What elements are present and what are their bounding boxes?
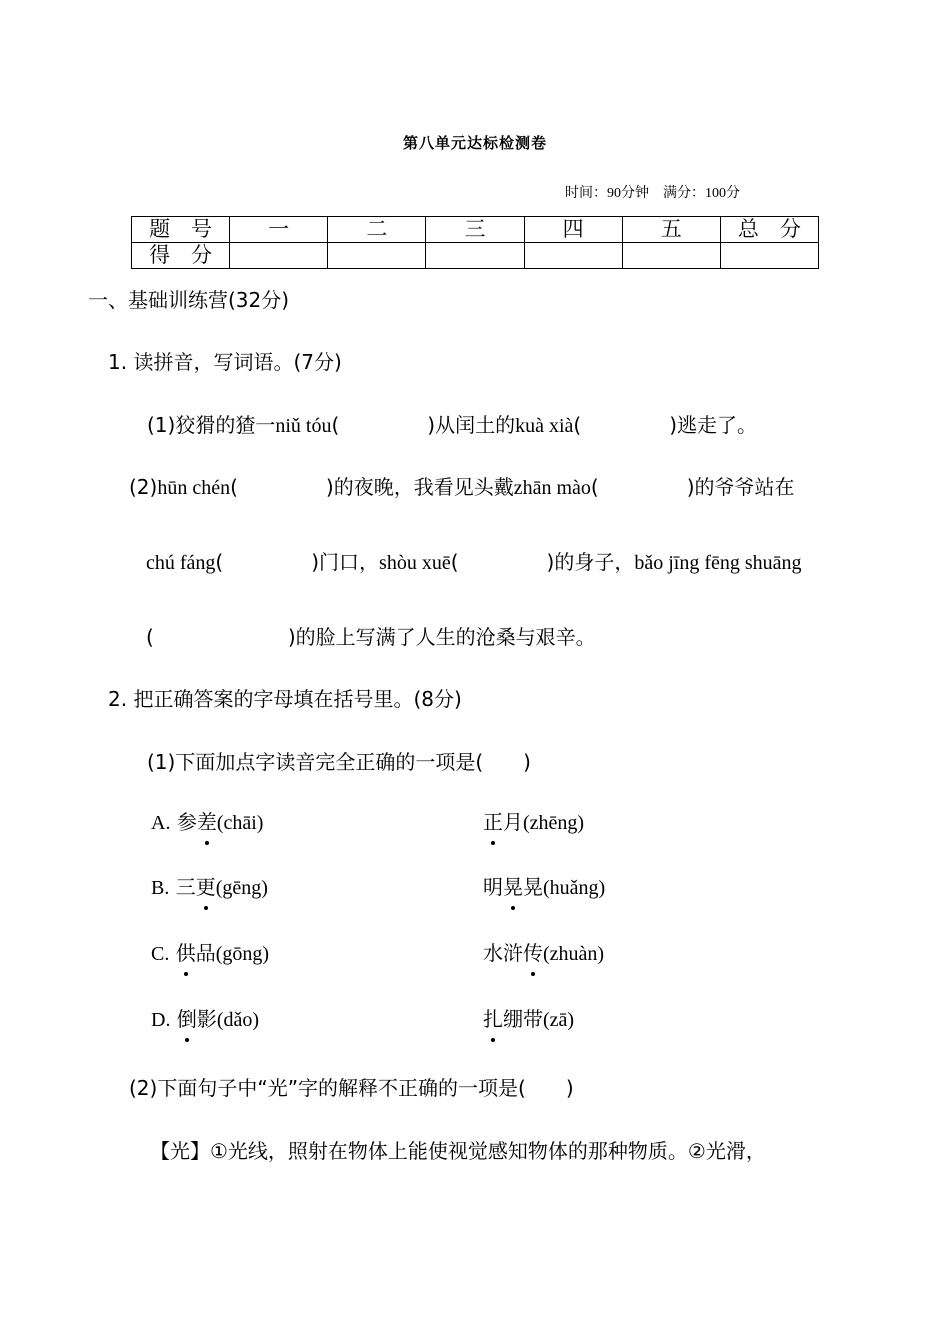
- score-table-header-cell: 题 号: [132, 217, 230, 243]
- answer-bracket-open: (: [331, 413, 340, 437]
- pinyin: shòu xuē: [379, 552, 451, 574]
- q1-line-3: [146, 546, 802, 575]
- pinyin: (chāi): [216, 812, 264, 834]
- pinyin: (huǎng): [543, 877, 606, 899]
- word: 明: [483, 875, 503, 899]
- text: )的夜晚，我看见头戴: [325, 475, 514, 499]
- text: )门口，: [311, 550, 380, 574]
- pinyin: kuà xià: [515, 415, 574, 437]
- option-letter: B.: [151, 877, 170, 899]
- score-table-header-cell: 四: [524, 217, 622, 243]
- text: )逃走了。: [669, 413, 758, 437]
- word: 三: [175, 875, 196, 899]
- word: 绷带: [503, 1007, 543, 1031]
- text: )从闰土的: [427, 413, 516, 437]
- text: (2): [129, 475, 158, 499]
- pinyin: zhān mào: [513, 477, 591, 499]
- score-table-header-cell: 一: [230, 217, 328, 243]
- dotted-char: 供: [176, 937, 196, 966]
- option-d-left[interactable]: [151, 1003, 259, 1032]
- answer-bracket-open: (: [230, 475, 238, 499]
- answer-bracket-open: (: [573, 413, 582, 437]
- pinyin: (gēng): [215, 877, 268, 899]
- pinyin: (zā): [543, 1009, 575, 1031]
- score-cell[interactable]: [524, 243, 622, 269]
- text: )的身子，: [546, 550, 635, 574]
- question-1-title: 1. 读拼音，写词语。(7分): [108, 350, 342, 374]
- score-table-header-cell: 总 分: [720, 217, 818, 243]
- section-heading: 一、基础训练营(32分): [88, 288, 290, 312]
- pinyin: hūn chén: [157, 477, 231, 499]
- answer-bracket-open: (: [450, 550, 459, 574]
- question-2-sub-1: (1)下面加点字读音完全正确的一项是( ): [147, 750, 531, 774]
- score-row-label: 得 分: [132, 243, 230, 269]
- score-cell[interactable]: [720, 243, 818, 269]
- score-table-header-cell: 二: [328, 217, 426, 243]
- pinyin: bǎo jīng fēng shuāng: [634, 552, 802, 574]
- exam-meta: 时间：90分钟 满分：100分: [565, 186, 740, 201]
- word: 参: [176, 810, 197, 834]
- dotted-char: 差: [197, 806, 217, 835]
- score-table-header-row: [132, 217, 819, 243]
- word: 晃: [523, 875, 543, 899]
- option-c-right: [483, 937, 604, 966]
- dotted-char: 倒: [177, 1003, 197, 1032]
- option-letter: C.: [151, 943, 170, 965]
- text: )的爷爷站在: [686, 475, 795, 499]
- pinyin: chú fáng: [146, 552, 216, 574]
- word: 影: [196, 1007, 217, 1031]
- answer-bracket-open: (: [146, 625, 154, 649]
- q1-line-2: [129, 471, 795, 500]
- dotted-char: 扎: [483, 1003, 503, 1032]
- score-table: [131, 216, 819, 269]
- score-cell[interactable]: [622, 243, 720, 269]
- pinyin: (gōng): [215, 943, 270, 965]
- score-table-header-cell: 五: [622, 217, 720, 243]
- pinyin: (dǎo): [216, 1009, 260, 1031]
- score-cell[interactable]: [328, 243, 426, 269]
- q1-line-4: [146, 621, 596, 650]
- definition-text: 【光】①光线，照射在物体上能使视觉感知物体的那种物质。②光滑，: [150, 1139, 766, 1163]
- dotted-char: 更: [196, 871, 216, 900]
- question-2-title: 2. 把正确答案的字母填在括号里。(8分): [108, 687, 462, 711]
- option-b-right: [483, 871, 605, 900]
- pinyin: niǔ tóu: [275, 415, 332, 437]
- option-c-left[interactable]: [151, 937, 269, 966]
- question-2-sub-2: (2)下面句子中“光”字的解释不正确的一项是( ): [129, 1076, 574, 1100]
- option-a-left[interactable]: [151, 806, 263, 835]
- word: 月: [503, 810, 523, 834]
- score-cell[interactable]: [230, 243, 328, 269]
- answer-bracket-open: (: [590, 475, 599, 499]
- score-table-score-row: [132, 243, 819, 269]
- pinyin: (zhēng): [523, 812, 585, 834]
- text: )的脸上写满了人生的沧桑与艰辛。: [287, 625, 596, 649]
- option-a-right: [483, 806, 584, 835]
- word: 水浒: [483, 941, 523, 965]
- word: 品: [195, 941, 216, 965]
- score-table-header-cell: 三: [426, 217, 524, 243]
- dotted-char: 传: [523, 937, 543, 966]
- answer-bracket-open: (: [215, 550, 224, 574]
- dotted-char: 晃: [503, 871, 523, 900]
- option-letter: A.: [151, 812, 171, 834]
- text: (1)狡猾的猹一: [147, 413, 276, 437]
- option-d-right: [483, 1003, 574, 1032]
- option-b-left[interactable]: [151, 871, 268, 900]
- page-title: 第八单元达标检测卷: [402, 136, 547, 152]
- score-cell[interactable]: [426, 243, 524, 269]
- dotted-char: 正: [483, 806, 503, 835]
- option-letter: D.: [151, 1009, 171, 1031]
- q1-line-1: [147, 409, 757, 438]
- pinyin: (zhuàn): [543, 943, 605, 965]
